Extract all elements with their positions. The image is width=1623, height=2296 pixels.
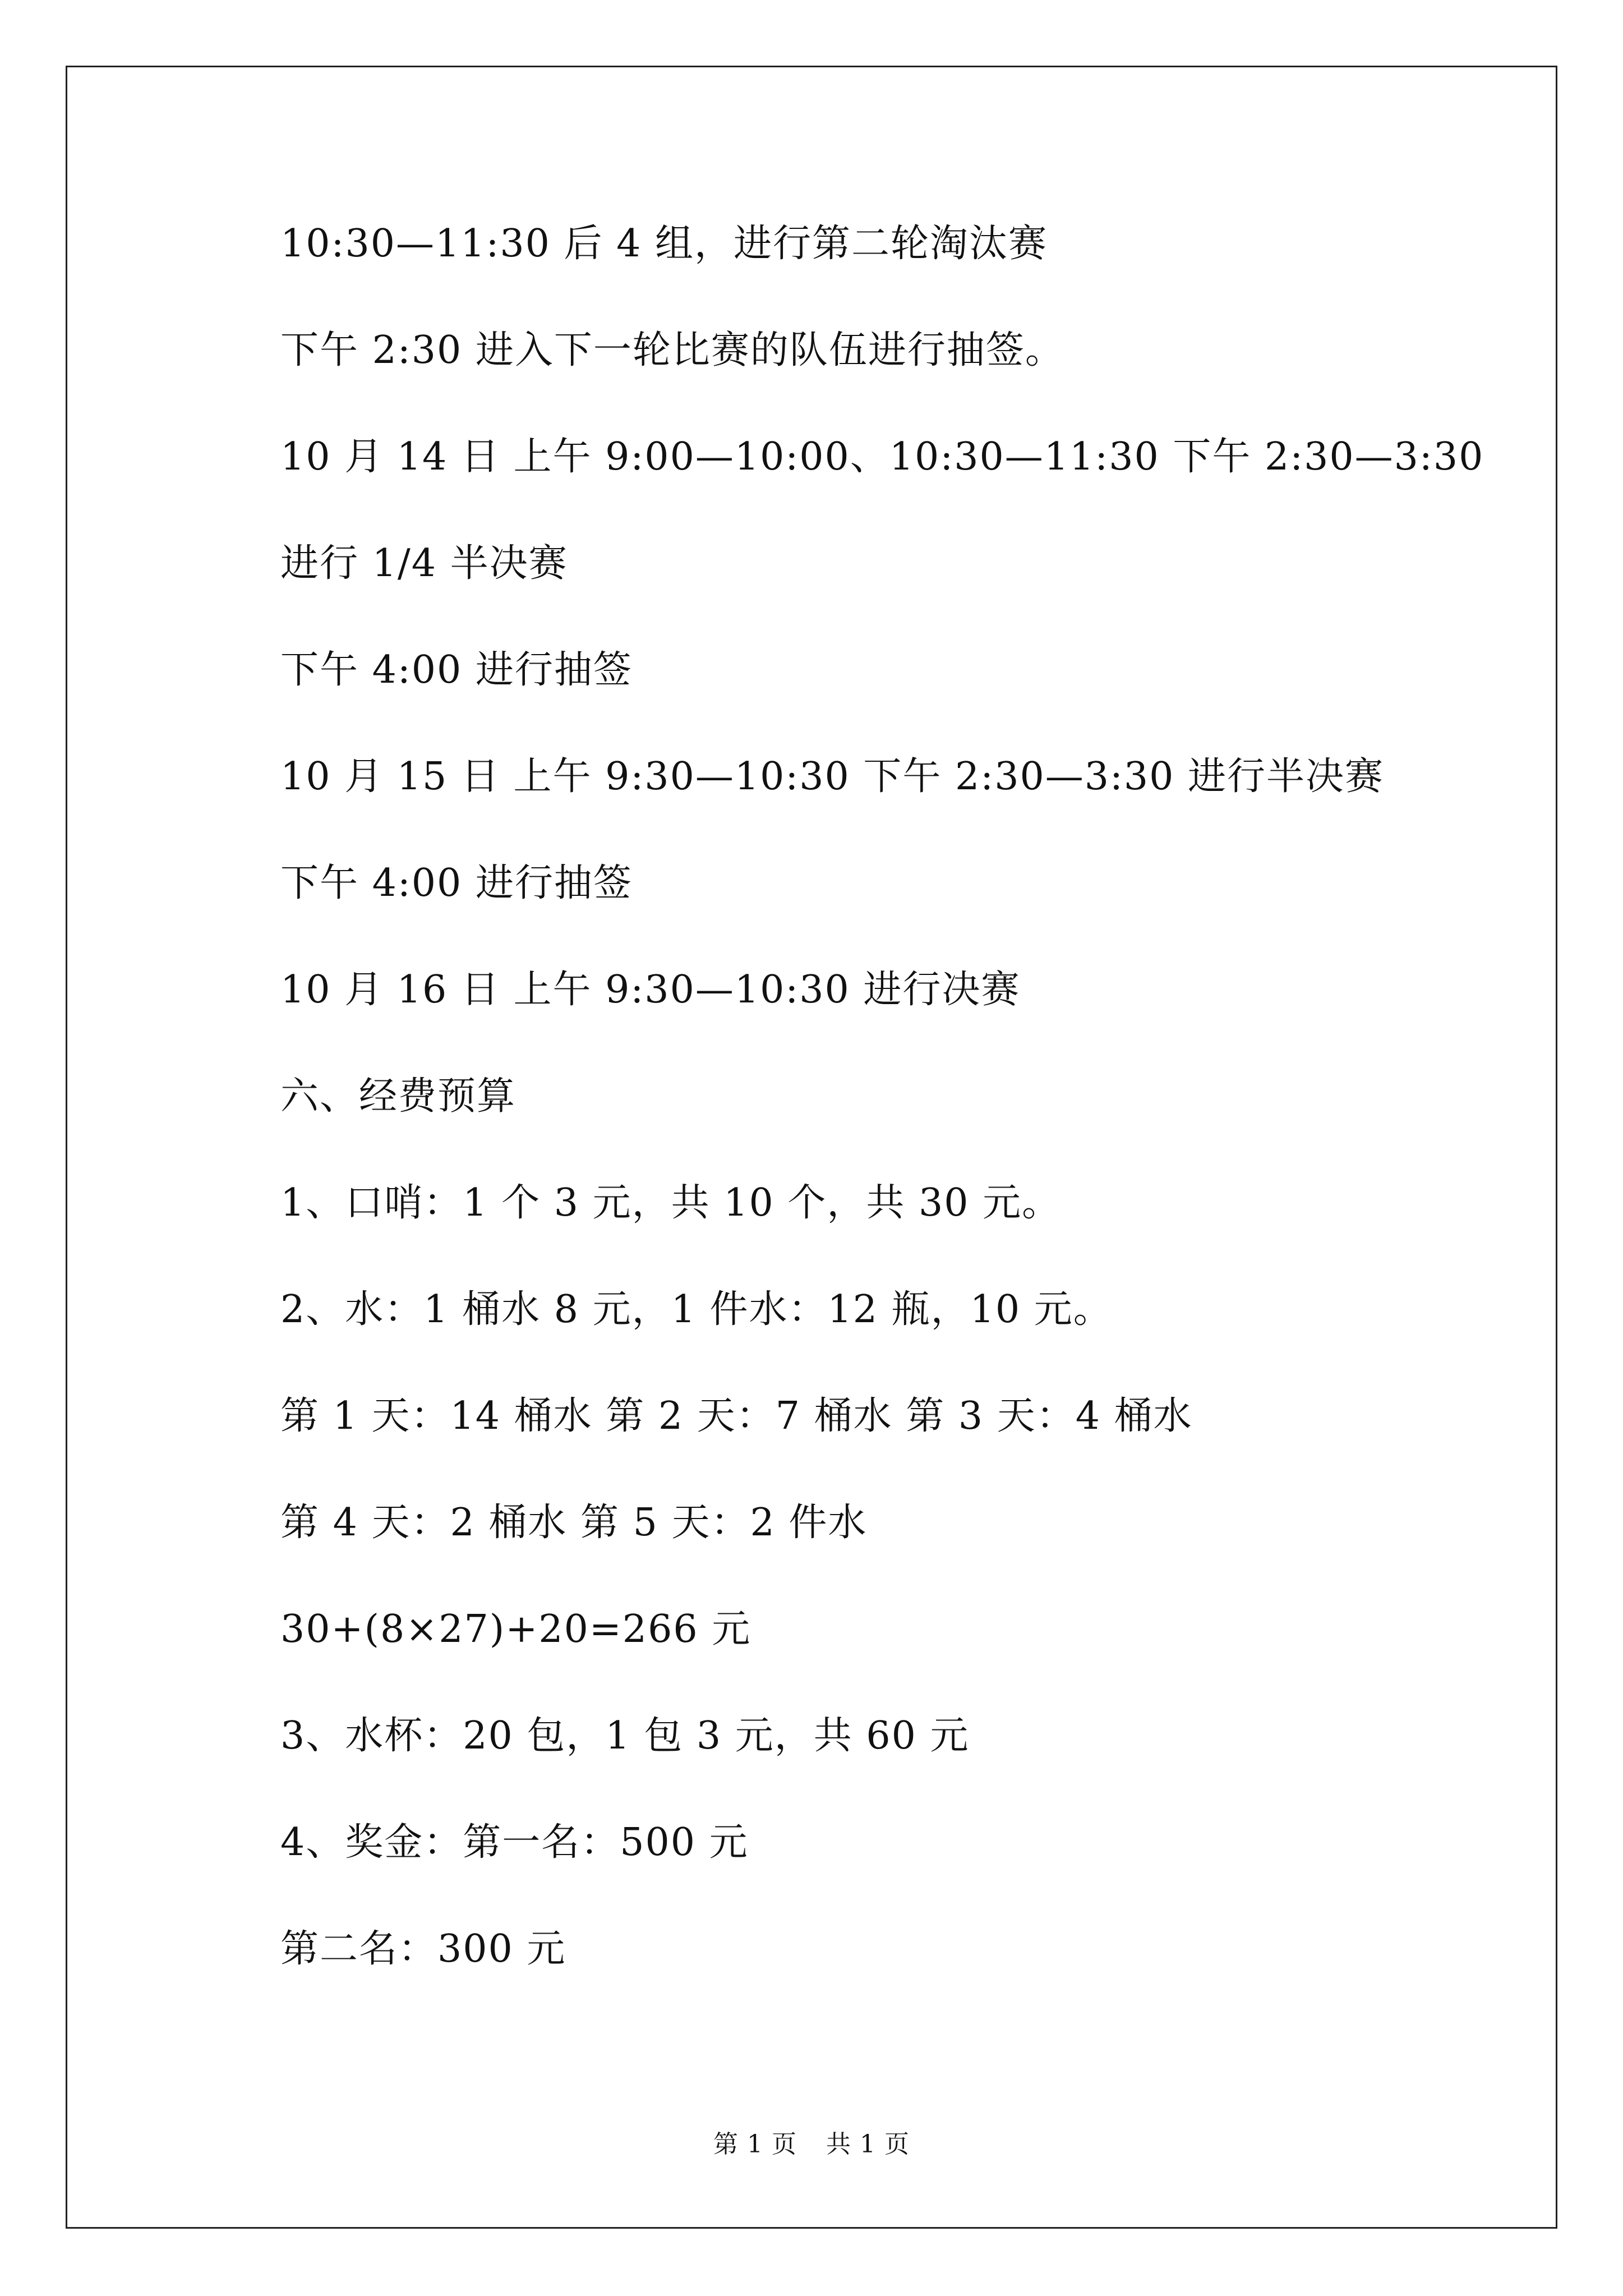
text-line: 10 月 14 日 上午 9:00—10:00、10:30—11:30 下午 2:30—3:30	[280, 435, 1484, 479]
text-line: 4、奖金：第一名：500 元	[280, 1820, 749, 1865]
text-line: 30+(8×27)+20=266 元	[280, 1607, 751, 1651]
text-line: 第 1 天：14 桶水 第 2 天：7 桶水 第 3 天：4 桶水	[280, 1394, 1193, 1438]
text-line: 进行 1/4 半决赛	[280, 541, 568, 586]
document-body	[280, 222, 1503, 2033]
text-line: 10 月 16 日 上午 9:30—10:30 进行决赛	[280, 968, 1021, 1012]
page-total: 共 1 页	[826, 2130, 910, 2159]
text-line: 10:30—11:30 后 4 组，进行第二轮淘汰赛	[280, 222, 1048, 266]
text-line: 第 4 天：2 桶水 第 5 天：2 件水	[280, 1501, 868, 1545]
text-line: 第二名：300 元	[280, 1927, 566, 1971]
text-line: 下午 4:00 进行抽签	[280, 648, 633, 692]
text-line: 下午 2:30 进入下一轮比赛的队伍进行抽签。	[280, 328, 1064, 372]
section-heading: 六、经费预算	[280, 1074, 517, 1119]
text-line: 下午 4:00 进行抽签	[280, 861, 633, 905]
text-line: 1、口哨：1 个 3 元，共 10 个，共 30 元。	[280, 1181, 1062, 1225]
page-number: 第 1 页	[713, 2130, 797, 2159]
text-line: 3、水杯：20 包，1 包 3 元，共 60 元	[280, 1714, 970, 1758]
page-footer	[0, 2129, 1623, 2160]
text-line: 2、水：1 桶水 8 元，1 件水：12 瓶，10 元。	[280, 1287, 1113, 1332]
text-line: 10 月 15 日 上午 9:30—10:30 下午 2:30—3:30 进行半决赛	[280, 754, 1385, 799]
